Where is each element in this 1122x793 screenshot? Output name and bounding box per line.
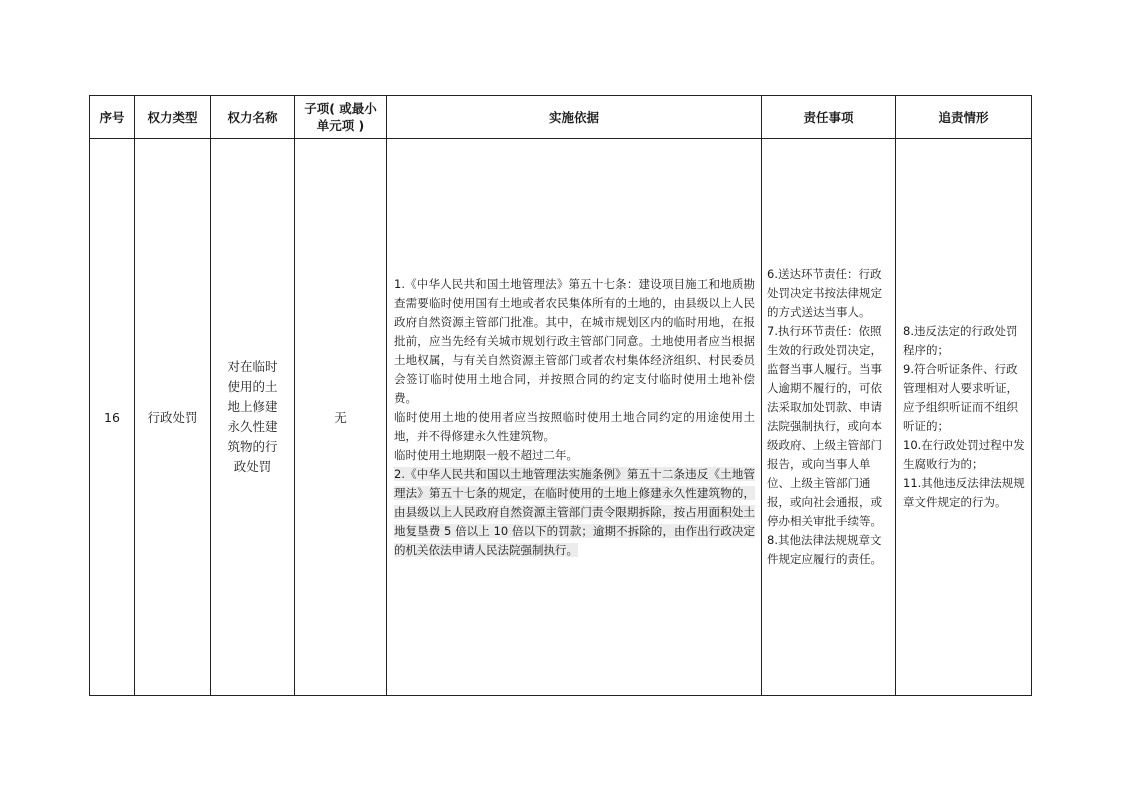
- accountability-item-11: 11.其他违反法律法规规章文件规定的行为。: [903, 476, 1025, 509]
- basis-paragraph-3: 临时使用土地期限一般不超过二年。: [394, 447, 578, 462]
- responsibility-text: [767, 265, 891, 569]
- table-header-row: [90, 96, 1032, 139]
- header-power-name: 权力名称: [211, 96, 295, 139]
- accountability-item-10: 10.在行政处罚过程中发生腐败行为的；: [903, 438, 1025, 471]
- responsibility-item-6: 6.送达环节责任：行政处罚决定书按法律规定的方式送达当事人。: [767, 267, 882, 319]
- basis-paragraph-2: 临时使用土地的使用者应当按照临时使用土地合同约定的用途使用土地，并不得修建永久性建筑物。: [394, 409, 755, 443]
- header-serial: 序号: [90, 96, 135, 139]
- accountability-item-9: 9.符合听证条件、行政管理相对人要求听证，应予组织听证而不组织听证的；: [903, 362, 1018, 433]
- cell-serial: 16: [90, 139, 135, 696]
- cell-power-type: 行政处罚: [135, 139, 211, 696]
- cell-power-name: 对在临时使用的土地上修建永久性建筑物的行政处罚: [211, 139, 295, 696]
- table-row: [90, 139, 1032, 696]
- header-subitem: 子项( 或最小单元项 ): [295, 96, 387, 139]
- header-responsibility: 责任事项: [762, 96, 896, 139]
- power-list-table: [89, 95, 1032, 696]
- cell-basis: [387, 139, 762, 696]
- cell-responsibility: [762, 139, 896, 696]
- basis-text: [394, 275, 755, 560]
- responsibility-item-8: 8.其他法律法规规章文件规定应履行的责任。: [767, 533, 882, 566]
- responsibility-item-7: 7.执行环节责任：依照生效的行政处罚决定，监督当事人履行。当事人逾期不履行的，可依法采取加处罚款、申请法院强制执行，或向本级政府、上级主管部门报告，或向当事人单位、上级主管部门通报，或向社会通报，或停办相关审批手续等。: [767, 324, 882, 528]
- cell-subitem: 无: [295, 139, 387, 696]
- accountability-text: [903, 322, 1025, 512]
- cell-accountability: [896, 139, 1032, 696]
- basis-paragraph-4: 2.《中华人民共和国以土地管理法实施条例》第五十二条违反《土地管理法》第五十七条的规定，在临时使用的土地上修建永久性建筑物的，由县级以上人民政府自然资源主管部门责令限期拆除，按占用面积处土地复垦费 5 倍以上 10 倍以下的罚款；逾期不拆除的，由作出行政决定的机关依法申请人民法院强制执行。: [394, 466, 755, 557]
- basis-paragraph-1: 1.《中华人民共和国土地管理法》第五十七条：建设项目施工和地质勘查需要临时使用国有土地或者农民集体所有的土地的，由县级以上人民政府自然资源主管部门批准。其中，在城市规划区内的临时用地，在报批前，应当先经有关城市规划行政主管部门同意。土地使用者应当根据土地权属，与有关自然资源主管部门或者农村集体经济组织、村民委员会签订临时使用土地合同，并按照合同的约定支付临时使用土地补偿费。: [394, 276, 755, 405]
- header-basis: 实施依据: [387, 96, 762, 139]
- header-accountability: 追责情形: [896, 96, 1032, 139]
- accountability-item-8: 8.违反法定的行政处罚程序的；: [903, 324, 1018, 357]
- header-power-type: 权力类型: [135, 96, 211, 139]
